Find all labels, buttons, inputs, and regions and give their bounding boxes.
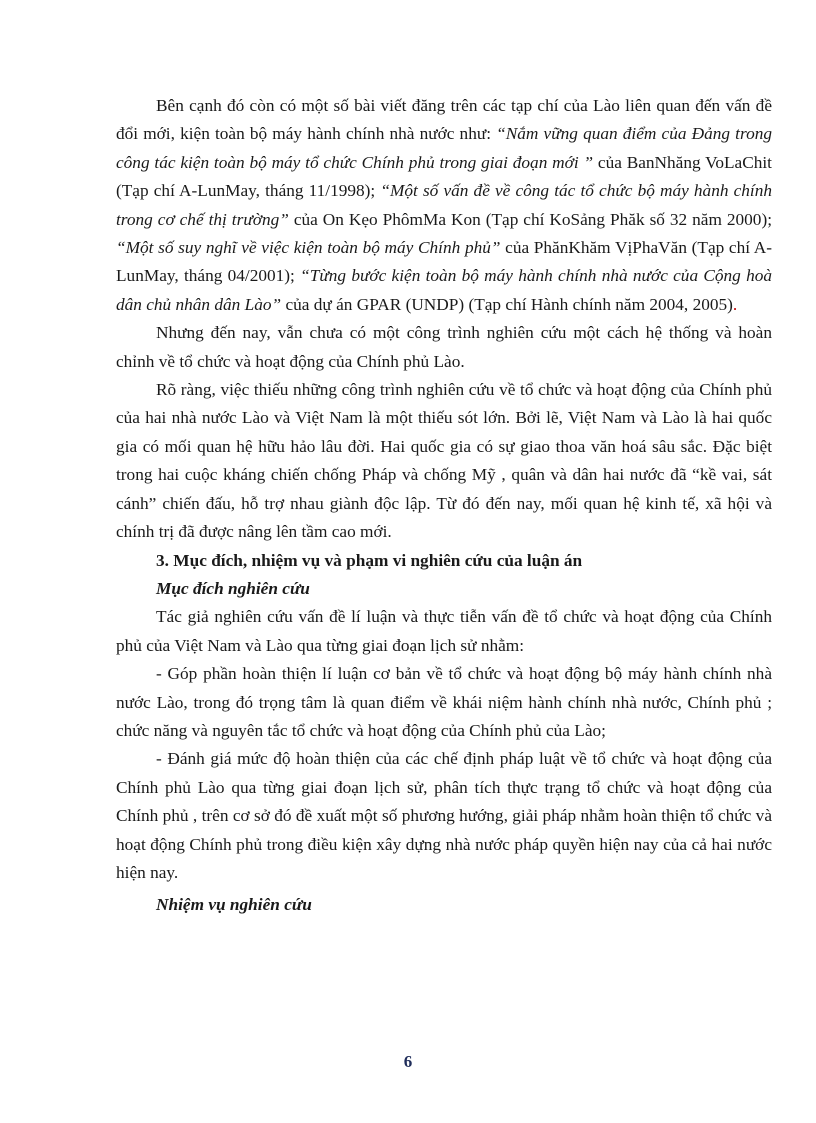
text-segment: của dự án GPAR (UNDP) (Tạp chí Hành chính năm 2004, 2005) — [281, 294, 733, 314]
text-segment: của BanNhăng VoLaChit (Tạp chí A-LunMay, tháng 11/1998); — [116, 152, 772, 201]
text-segment: của PhănKhăm VịPhaVăn (Tạp chí A-LunMay, tháng 04/2001); — [116, 238, 772, 286]
paragraph-purpose-intro: Tác giả nghiên cứu vấn đề lí luận và thực tiễn vấn đề tổ chức và hoạt động của Chính phủ của Việt Nam và Lào qua từng giai đoạn lịch sử nhằm: — [116, 607, 772, 655]
article-title-3: “Một số suy nghĩ về việc kiện toàn bộ máy Chính phủ” — [116, 238, 501, 258]
article-title-1: “Nắm vững quan điểm của Đảng trong công tác kiện toàn bộ máy tổ chức Chính phủ trong giai đoạn mới ” — [116, 124, 772, 172]
paragraph-purpose-item-1: - Góp phần hoàn thiện lí luận cơ bản về tổ chức và hoạt động bộ máy hành chính nhà nước Lào, trong đó trọng tâm là quan điểm về khái niệm hành chính nhà nước, Chính phủ ; chức năng và nguyên tắc tổ chức và hoạt động của Chính phủ của Lào; — [116, 664, 772, 740]
subheading-purpose: Mục đích nghiên cứu — [156, 578, 310, 598]
article-title-2: “Một số vấn đề về công tác tổ chức bộ máy hành chính trong cơ chế thị trường” — [116, 181, 773, 229]
document-page — [116, 92, 772, 920]
page-number: 6 — [403, 1052, 413, 1071]
text-segment: của On Kẹo PhômMa Kon (Tạp chí KoSảng Phăk số 32 năm 2000); — [288, 209, 772, 229]
paragraph-related-articles — [116, 92, 772, 319]
subheading-tasks: Nhiệm vụ nghiên cứu — [156, 895, 312, 915]
section-heading: 3. Mục đích, nhiệm vụ và phạm vi nghiên cứu của luận án — [156, 550, 583, 570]
text-segment: Bên cạnh đó còn có một số bài viết đăng trên các tạp chí của Lào liên quan đến vấn đề đổi mới, kiện toàn bộ máy hành chính nhà nước như: — [116, 96, 772, 144]
paragraph-no-systematic-study: Nhưng đến nay, vẫn chưa có một công trình nghiên cứu một cách hệ thống và hoàn chỉnh về tổ chức và hoạt động của Chính phủ Lào. — [116, 323, 772, 371]
article-title-4: “Từng bước kiện toàn bộ máy hành chính nhà nước của Cộng hoà dân chủ nhân dân Lào” — [116, 266, 772, 314]
paragraph-purpose-item-2: - Đánh giá mức độ hoàn thiện của các chế định pháp luật về tổ chức và hoạt động của Chính phủ Lào qua từng giai đoạn lịch sử, phân tích thực trạng tổ chức và hoạt động của Chính phủ , trên cơ sở đó đề xuất một số phương hướng, giải pháp nhằm hoàn thiện tổ chức và hoạt động Chính phủ trong điều kiện xây dựng nhà nước pháp quyền hiện nay của cả hai nước hiện nay. — [116, 749, 772, 882]
period-mark: . — [732, 294, 738, 314]
paragraph-lack-of-studies: Rõ ràng, việc thiếu những công trình nghiên cứu về tổ chức và hoạt động của Chính phủ của hai nhà nước Lào và Việt Nam là một thiếu sót lớn. Bởi lẽ, Việt Nam và Lào là hai quốc gia có mối quan hệ hữu hảo lâu đời. Hai quốc gia có sự giao thoa văn hoá sâu sắc. Đặc biệt trong hai cuộc kháng chiến chống Pháp và chống Mỹ , quân và dân hai nước đã “kề vai, sát cánh” chiến đấu, hỗ trợ nhau giành độc lập. Từ đó đến nay, mối quan hệ kinh tế, xã hội và chính trị đã được nâng lên tầm cao mới. — [116, 380, 772, 542]
